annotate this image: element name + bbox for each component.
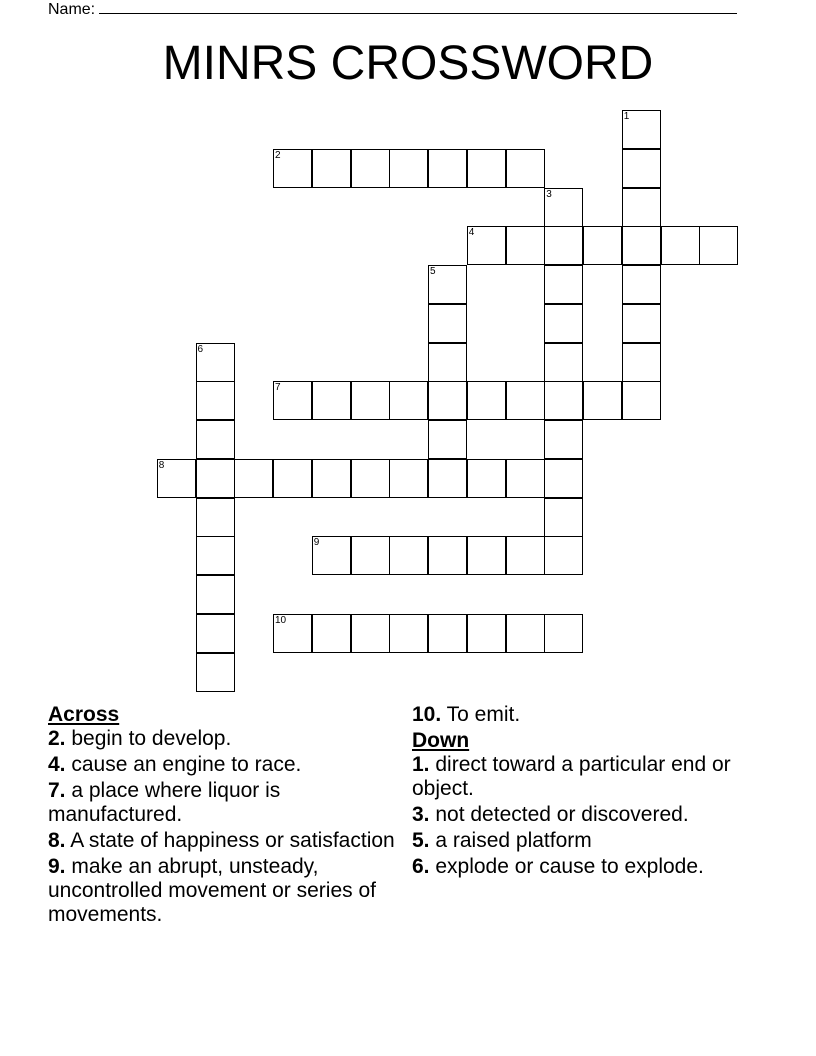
clue-number: 1. — [412, 753, 430, 776]
grid-cell[interactable] — [196, 614, 235, 653]
grid-cell[interactable] — [506, 149, 545, 188]
grid-cell[interactable] — [196, 459, 235, 498]
grid-cell[interactable] — [506, 614, 545, 653]
clue-column-left — [48, 703, 408, 929]
grid-cell[interactable] — [428, 343, 467, 382]
grid-cell[interactable] — [622, 149, 661, 188]
grid-cell[interactable] — [428, 265, 467, 304]
grid-cell[interactable] — [389, 381, 428, 420]
down-clue-6 — [412, 855, 752, 879]
grid-cell[interactable] — [622, 381, 661, 420]
grid-cell[interactable] — [583, 381, 622, 420]
grid-cell[interactable] — [428, 614, 467, 653]
clue-text: To emit. — [441, 703, 521, 726]
grid-cell[interactable] — [312, 614, 351, 653]
down-clue-3 — [412, 803, 752, 827]
name-label: Name: — [48, 1, 96, 18]
grid-cell[interactable] — [622, 304, 661, 343]
clue-number: 5. — [412, 829, 430, 852]
grid-cell[interactable] — [428, 420, 467, 459]
clue-text: not detected or discovered. — [429, 803, 689, 826]
grid-cell[interactable] — [273, 614, 312, 653]
across-clue-7 — [48, 779, 408, 827]
grid-cell[interactable] — [428, 149, 467, 188]
down-clue-1 — [412, 753, 752, 801]
across-clue-4 — [48, 753, 408, 777]
grid-cell[interactable] — [351, 536, 390, 575]
grid-cell[interactable] — [622, 188, 661, 227]
across-clue-9 — [48, 855, 408, 927]
grid-cell[interactable] — [157, 459, 196, 498]
grid-cell[interactable] — [622, 343, 661, 382]
grid-cell[interactable] — [467, 381, 506, 420]
grid-cell[interactable] — [544, 265, 583, 304]
clue-text: direct toward a particular end or object. — [412, 753, 731, 800]
grid-cell[interactable] — [428, 304, 467, 343]
grid-cell[interactable] — [467, 614, 506, 653]
clue-number: 6. — [412, 855, 430, 878]
grid-cell[interactable] — [312, 149, 351, 188]
grid-cell[interactable] — [544, 459, 583, 498]
grid-cell[interactable] — [544, 381, 583, 420]
grid-cell[interactable] — [506, 381, 545, 420]
grid-cell[interactable] — [622, 110, 661, 149]
grid-cell[interactable] — [351, 149, 390, 188]
grid-cell[interactable] — [544, 420, 583, 459]
clue-text: cause an engine to race. — [65, 753, 302, 776]
page-title: MINRS CROSSWORD — [162, 37, 654, 90]
cell-number: 8 — [158, 459, 165, 471]
across-heading: Across — [48, 703, 120, 726]
grid-cell[interactable] — [312, 459, 351, 498]
grid-cell[interactable] — [622, 226, 661, 265]
across-clue-10 — [412, 703, 752, 727]
grid-cell[interactable] — [544, 343, 583, 382]
clue-number: 9. — [48, 855, 66, 878]
grid-cell[interactable] — [428, 536, 467, 575]
grid-cell[interactable] — [196, 653, 235, 692]
clue-number: 4. — [48, 753, 66, 776]
clue-text: make an abrupt, unsteady, uncontrolled movement or series of movements. — [48, 855, 376, 926]
clue-number: 7. — [48, 779, 66, 802]
clue-number: 8. — [48, 829, 66, 852]
clue-text: a raised platform — [429, 829, 592, 852]
cell-number: 3 — [546, 188, 552, 200]
grid-cell[interactable] — [583, 226, 622, 265]
grid-cell[interactable] — [467, 536, 506, 575]
grid-cell[interactable] — [273, 459, 312, 498]
across-clue-2 — [48, 727, 408, 751]
grid-cell[interactable] — [389, 459, 428, 498]
grid-cell[interactable] — [273, 149, 312, 188]
grid-cell[interactable] — [544, 536, 583, 575]
cell-number: 9 — [313, 537, 320, 549]
clue-text: a place where liquor is manufactured. — [48, 779, 281, 826]
grid-cell[interactable] — [622, 265, 661, 304]
down-clue-5 — [412, 829, 752, 853]
grid-cell[interactable] — [196, 343, 235, 382]
grid-cell[interactable] — [467, 459, 506, 498]
grid-cell[interactable] — [196, 420, 235, 459]
clue-text: explode or cause to explode. — [429, 855, 704, 878]
across-clue-8 — [48, 829, 408, 853]
clue-number: 3. — [412, 803, 430, 826]
grid-cell[interactable] — [467, 149, 506, 188]
cell-number: 10 — [275, 614, 287, 626]
grid-cell[interactable] — [389, 614, 428, 653]
grid-cell[interactable] — [351, 381, 390, 420]
grid-cell[interactable] — [196, 498, 235, 537]
grid-cell[interactable] — [544, 226, 583, 265]
grid-cell[interactable] — [506, 459, 545, 498]
cell-number: 7 — [275, 382, 281, 394]
grid-cell[interactable] — [467, 226, 506, 265]
grid-cell[interactable] — [351, 614, 390, 653]
clue-text: A state of happiness or satisfaction — [65, 829, 395, 852]
cell-number: 5 — [430, 266, 436, 277]
grid-cell[interactable] — [544, 614, 583, 653]
grid-cell[interactable] — [234, 459, 273, 498]
grid-cell[interactable] — [506, 226, 545, 265]
grid-cell[interactable] — [544, 304, 583, 343]
cell-number: 4 — [468, 227, 475, 239]
cell-number: 1 — [623, 111, 630, 122]
grid-cell[interactable] — [196, 575, 235, 614]
clue-column-right — [412, 703, 752, 881]
grid-cell[interactable] — [312, 536, 351, 575]
grid-cell[interactable] — [389, 149, 428, 188]
grid-cell[interactable] — [312, 381, 351, 420]
grid-cell[interactable] — [196, 381, 235, 420]
grid-cell[interactable] — [351, 459, 390, 498]
down-heading: Down — [412, 729, 470, 752]
clue-number: 2. — [48, 727, 66, 750]
grid-cell[interactable] — [544, 188, 583, 227]
cell-number: 6 — [197, 343, 204, 355]
grid-cell[interactable] — [196, 536, 235, 575]
grid-cell[interactable] — [428, 381, 467, 420]
grid-cell[interactable] — [544, 498, 583, 537]
cell-number: 2 — [275, 149, 281, 161]
clue-text: begin to develop. — [65, 727, 232, 750]
grid-cell[interactable] — [699, 226, 738, 265]
clue-number: 10. — [412, 703, 442, 726]
grid-cell[interactable] — [661, 226, 700, 265]
grid-cell[interactable] — [506, 536, 545, 575]
grid-cell[interactable] — [428, 459, 467, 498]
grid-cell[interactable] — [389, 536, 428, 575]
grid-cell[interactable] — [273, 381, 312, 420]
